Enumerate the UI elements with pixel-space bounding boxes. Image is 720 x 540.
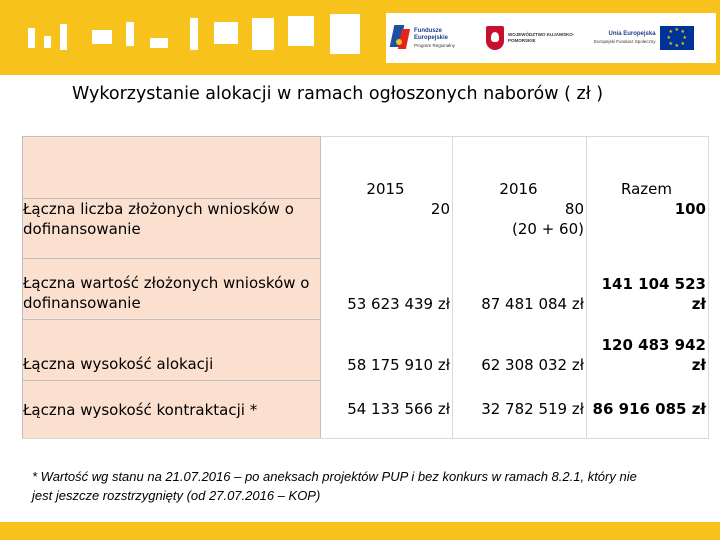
row-label: Łączna liczba złożonych wniosków o dofinansowanie	[23, 199, 321, 259]
row-label: Łączna wysokość kontraktacji *	[23, 381, 321, 439]
header-banner	[0, 0, 720, 75]
cell-2016: 87 481 084 zł	[453, 259, 587, 320]
column-header-2016: 2016	[453, 137, 587, 199]
table-row	[23, 320, 709, 381]
slide-title: Wykorzystanie alokacji w ramach ogłoszonych naborów ( zł )	[72, 84, 604, 104]
header-corner-cell	[23, 137, 321, 199]
cell-total: 120 483 942 zł	[587, 320, 709, 381]
region-logo	[486, 21, 578, 55]
decor-shape	[126, 22, 134, 46]
column-header-2015: 2015	[321, 137, 453, 199]
decor-shape	[190, 18, 198, 50]
row-label: Łączna wysokość alokacji	[23, 320, 321, 381]
decor-shape	[44, 36, 51, 48]
column-header-total: Razem	[587, 137, 709, 199]
decor-shape	[252, 18, 274, 50]
cell-total: 141 104 523 zł	[587, 259, 709, 320]
eu-logo-subtitle: Europejski Fundusz Społeczny	[594, 39, 656, 44]
table-header-row	[23, 137, 709, 199]
cell-2016	[453, 199, 587, 259]
decor-shape	[214, 22, 238, 44]
cell-2015: 53 623 439 zł	[321, 259, 453, 320]
table-row	[23, 199, 709, 259]
table-row	[23, 259, 709, 320]
decor-shape	[150, 38, 168, 48]
allocation-table	[22, 136, 709, 439]
cell-2016: 32 782 519 zł	[453, 381, 587, 439]
logo-strip	[386, 13, 716, 63]
decor-shape	[288, 16, 314, 46]
cell-2016-value: 80	[564, 199, 584, 218]
fe-logo-subtitle: Program Regionalny	[414, 42, 456, 48]
eu-flag-icon: ★ ★ ★ ★ ★ ★ ★ ★	[660, 26, 694, 50]
cell-2016-note: (20 + 60)	[512, 219, 584, 238]
footer-bar	[0, 522, 720, 540]
footnote: * Wartość wg stanu na 21.07.2016 – po aneksach projektów PUP i bez konkurs w ramach 8.2.1, który nie jest jeszcze rozstrzygnięty (od 27.07.2016 – KOP)	[32, 469, 637, 503]
fe-logo-title: Fundusze Europejskie	[414, 27, 449, 41]
region-logo-text: WOJEWÓDZTWO KUJAWSKO-POMORSKIE	[508, 32, 575, 43]
cell-2015: 54 133 566 zł	[321, 381, 453, 439]
cell-2015: 20	[321, 199, 453, 259]
decor-shape	[28, 28, 35, 48]
cell-total: 86 916 085 zł	[587, 381, 709, 439]
cell-2015: 58 175 910 zł	[321, 320, 453, 381]
fe-logo-icon	[392, 25, 410, 51]
cell-total: 100	[587, 199, 709, 259]
row-label: Łączna wartość złożonych wniosków o dofinansowanie	[23, 259, 321, 320]
decor-shape	[92, 30, 112, 44]
fundusze-europejskie-logo	[392, 21, 455, 55]
eu-logo-title: Unia Europejska	[608, 31, 656, 37]
decor-shape	[330, 14, 360, 54]
table-row	[23, 381, 709, 439]
eu-logo	[594, 21, 694, 55]
cell-2016: 62 308 032 zł	[453, 320, 587, 381]
region-crest-icon	[486, 26, 504, 50]
decor-shape	[60, 24, 67, 50]
